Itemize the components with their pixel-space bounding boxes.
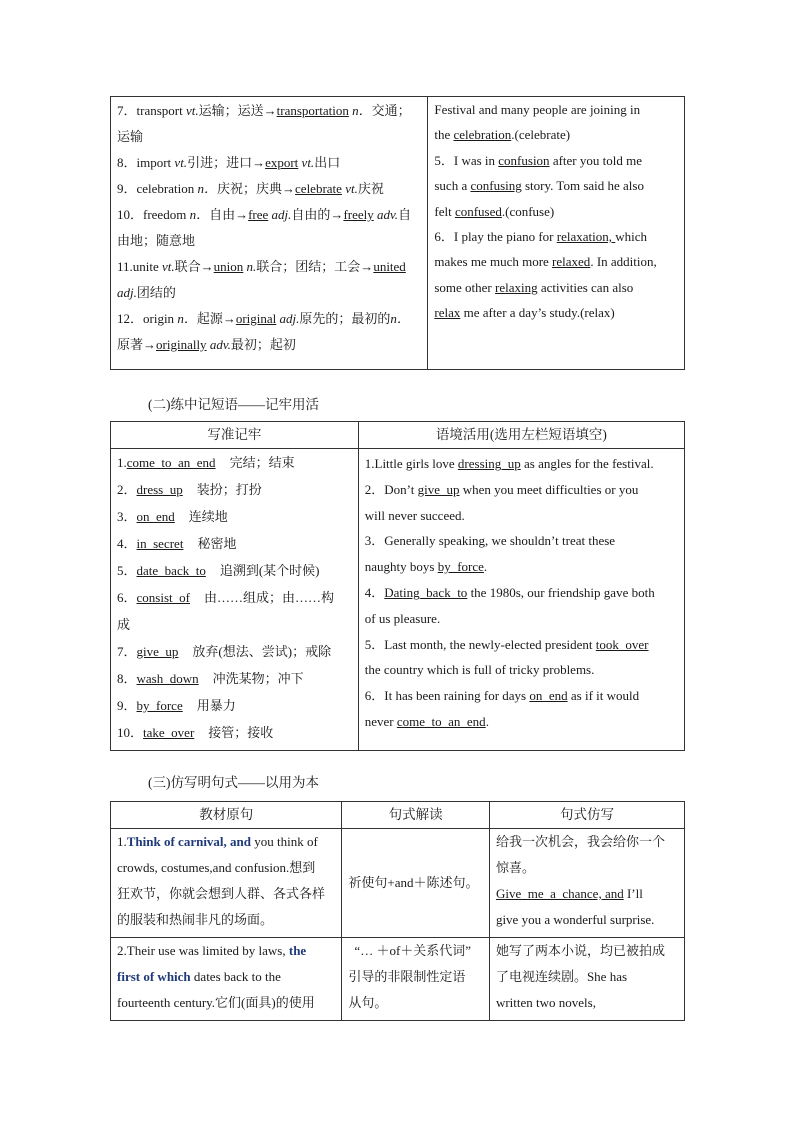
context-sentence-3-cont: naughty boys by_force. (364, 559, 488, 575)
sentence-1-original: 1.Think of carnival, and you think of crowds, costumes,and confusion.想到 狂欢节，你就会想到人群、各式各样 的服装和热闹非凡的场面。 (111, 829, 342, 938)
context-line: relax me after a day’s study.(relax) (434, 305, 615, 321)
phrases-table (110, 421, 685, 751)
vocab-item-12: 12．origin n．起源→original adj.原先的；最初的n．原著→originally adv.最初；起初 (117, 311, 410, 352)
context-sentence-5: 5．Last month, the newly-elected president took_over (364, 636, 649, 652)
context-line: Festival and many people are joining in (434, 102, 641, 117)
phrase-item: 1.come_to_an_end 完结；结束 (117, 455, 295, 470)
section-title-phrases: (二)练中记短语——记牢用活 (148, 397, 319, 412)
sentence-1-imitation: 给我一次机会，我会给你一个 惊喜。 Give_me_a_chance, and I’ll give you a wonderful surprise. (489, 829, 684, 938)
context-sentence-6-cont: never come_to_an_end. (364, 713, 489, 729)
vocab-table (110, 96, 685, 370)
vocab-item-10: 10．freedom n．自由→free adj.自由的→freely adv.自由地；随意地 (117, 207, 412, 248)
context-line: some other relaxing activities can also (434, 279, 634, 295)
phrase-item: 9．by_force 用暴力 (117, 698, 236, 713)
sentence-2-original: 2.Their use was limited by laws, the first of which dates back to the fourteenth century.它们(面具)的使用 (111, 938, 342, 1021)
context-sentence-2-cont: will never succeed. (364, 507, 465, 523)
phrase-item: 10．take_over 接管；接收 (117, 725, 274, 740)
phrases-head-right: 语境活用(选用左栏短语填空) (358, 422, 684, 449)
context-sentence-3: 3．Generally speaking, we shouldn’t treat these (364, 533, 616, 549)
context-line: 6．I play the piano for relaxation, which (434, 229, 648, 245)
section-title-sentences: (三)仿写明句式——以用为本 (148, 775, 319, 790)
context-line: the celebration.(celebrate) (434, 127, 571, 143)
sentence-2-imitation: 她写了两本小说，均已被拍成 了电视连续剧。She has written two novels, (489, 938, 684, 1021)
context-sentence-1: 1.Little girls love dressing_up as angles for the festival. (364, 456, 654, 471)
sentence-1-analysis: 祈使句+and＋陈述句。 (342, 829, 490, 938)
phrases-list-cell (111, 449, 359, 751)
phrase-item: 4．in_secret 秘密地 (117, 536, 237, 551)
context-line: 5．I was in confusion after you told me (434, 152, 642, 168)
phrases-head-left: 写准记牢 (111, 422, 359, 449)
sentence-2-analysis: “… ＋of＋关系代词” 引导的非限制性定语 从句。 (342, 938, 490, 1021)
phrase-item: 6．consist_of 由……组成；由……构 (117, 590, 334, 605)
phrase-item: 3．on_end 连续地 (117, 509, 228, 524)
vocab-left-cell (111, 97, 428, 370)
vocab-item-8: 8．import vt.引进；进口→export vt.出口 (117, 155, 341, 170)
context-line: felt confused.(confuse) (434, 203, 555, 219)
sentence-head-analysis: 句式解读 (342, 802, 490, 829)
vocab-item-9: 9．celebration n．庆祝；庆典→celebrate vt.庆祝 (117, 181, 384, 196)
phrase-item: 5．date_back_to 追溯到(某个时候) (117, 563, 320, 578)
phrase-item: 7．give_up 放弃(想法、尝试)；戒除 (117, 644, 332, 659)
phrase-item: 8．wash_down 冲洗某物；冲下 (117, 671, 304, 686)
vocab-right-cell (428, 97, 685, 370)
sentence-head-original: 教材原句 (111, 802, 342, 829)
vocab-item-11: 11.unite vt.联合→union n.联合；团结；工会→united adj.团结的 (117, 259, 406, 300)
context-line: such a confusing story. Tom said he also (434, 178, 644, 194)
phrase-item: 成 (117, 617, 131, 632)
phrases-context-cell (358, 449, 684, 751)
phrase-item: 2．dress_up 装扮；打扮 (117, 482, 262, 497)
sentence-head-imitation: 句式仿写 (489, 802, 684, 829)
context-line: makes me much more relaxed. In addition, (434, 254, 657, 270)
context-sentence-4: 4．Dating_back_to the 1980s, our friendship gave both (364, 584, 655, 600)
context-sentence-5-cont: the country which is full of tricky problems. (364, 662, 595, 678)
vocab-item-7: 7．transport vt.运输；运送→transportation n．交通；运输 (117, 103, 411, 144)
context-sentence-4-cont: of us pleasure. (364, 610, 441, 626)
context-sentence-6: 6．It has been raining for days on_end as if it would (364, 688, 640, 704)
sentence-table (110, 801, 685, 1021)
context-sentence-2: 2．Don’t give_up when you meet difficulties or you (364, 481, 639, 497)
